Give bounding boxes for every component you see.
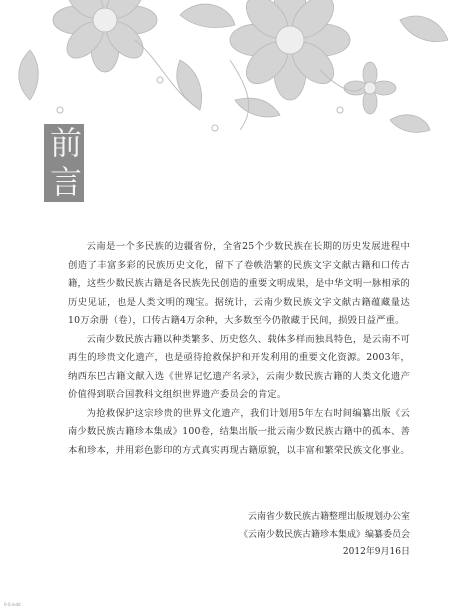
heading-char-2: 言 xyxy=(50,163,83,201)
heading-char-1: 前 xyxy=(50,124,83,162)
signature-block xyxy=(170,509,410,562)
signature-office: 云南省少数民族古籍整理出版规划办公室 xyxy=(247,512,410,522)
paragraph-3: 为抢救保护这宗珍贵的世界文化遗产，我们计划用5年左右时间编纂出版《云南少数民族古籍珍本集成》100卷，结集出版一批云南少数民族古籍中的孤本、善本和珍本，并用彩色影印的方式真实再现古籍原貌，以丰富和繁荣民族文化事业。 xyxy=(68,407,410,456)
signature-date: 2012年9月16日 xyxy=(342,547,410,557)
paragraph-1: 云南是一个多民族的边疆省份，全省25个少数民族在长期的历史发展进程中创造了丰富多彩的民族历史文化，留下了卷帙浩繁的民族文字文献古籍和口传古籍，这些少数民族古籍是各民族先民创造的重要文明成果，是中华文明一脉相承的历史见证，也是人类文明的瑰宝。据统计，云南少数民族文字文献古籍蕴藏量达10万余册（卷），口传古籍4万余种，大多数至今仍散藏于民间，损毁日益严重。 xyxy=(68,241,410,326)
paragraph-2: 云南少数民族古籍以种类繁多、历史悠久、载体多样而独具特色，是云南不可再生的珍贵文化遗产，也是亟待抢救保护和开发利用的重要文化资源。2003年，纳西东巴古籍文献入选《世界记忆遗产名录》，云南少数民族古籍的人类文化遗产价值得到联合国教科文组织世界遗产委员会的肯定。 xyxy=(68,333,410,400)
preface-body xyxy=(68,238,410,460)
footer-code: 0-0.indd xyxy=(4,602,21,607)
signature-committee: 《云南少数民族古籍珍本集成》编纂委员会 xyxy=(238,529,410,540)
